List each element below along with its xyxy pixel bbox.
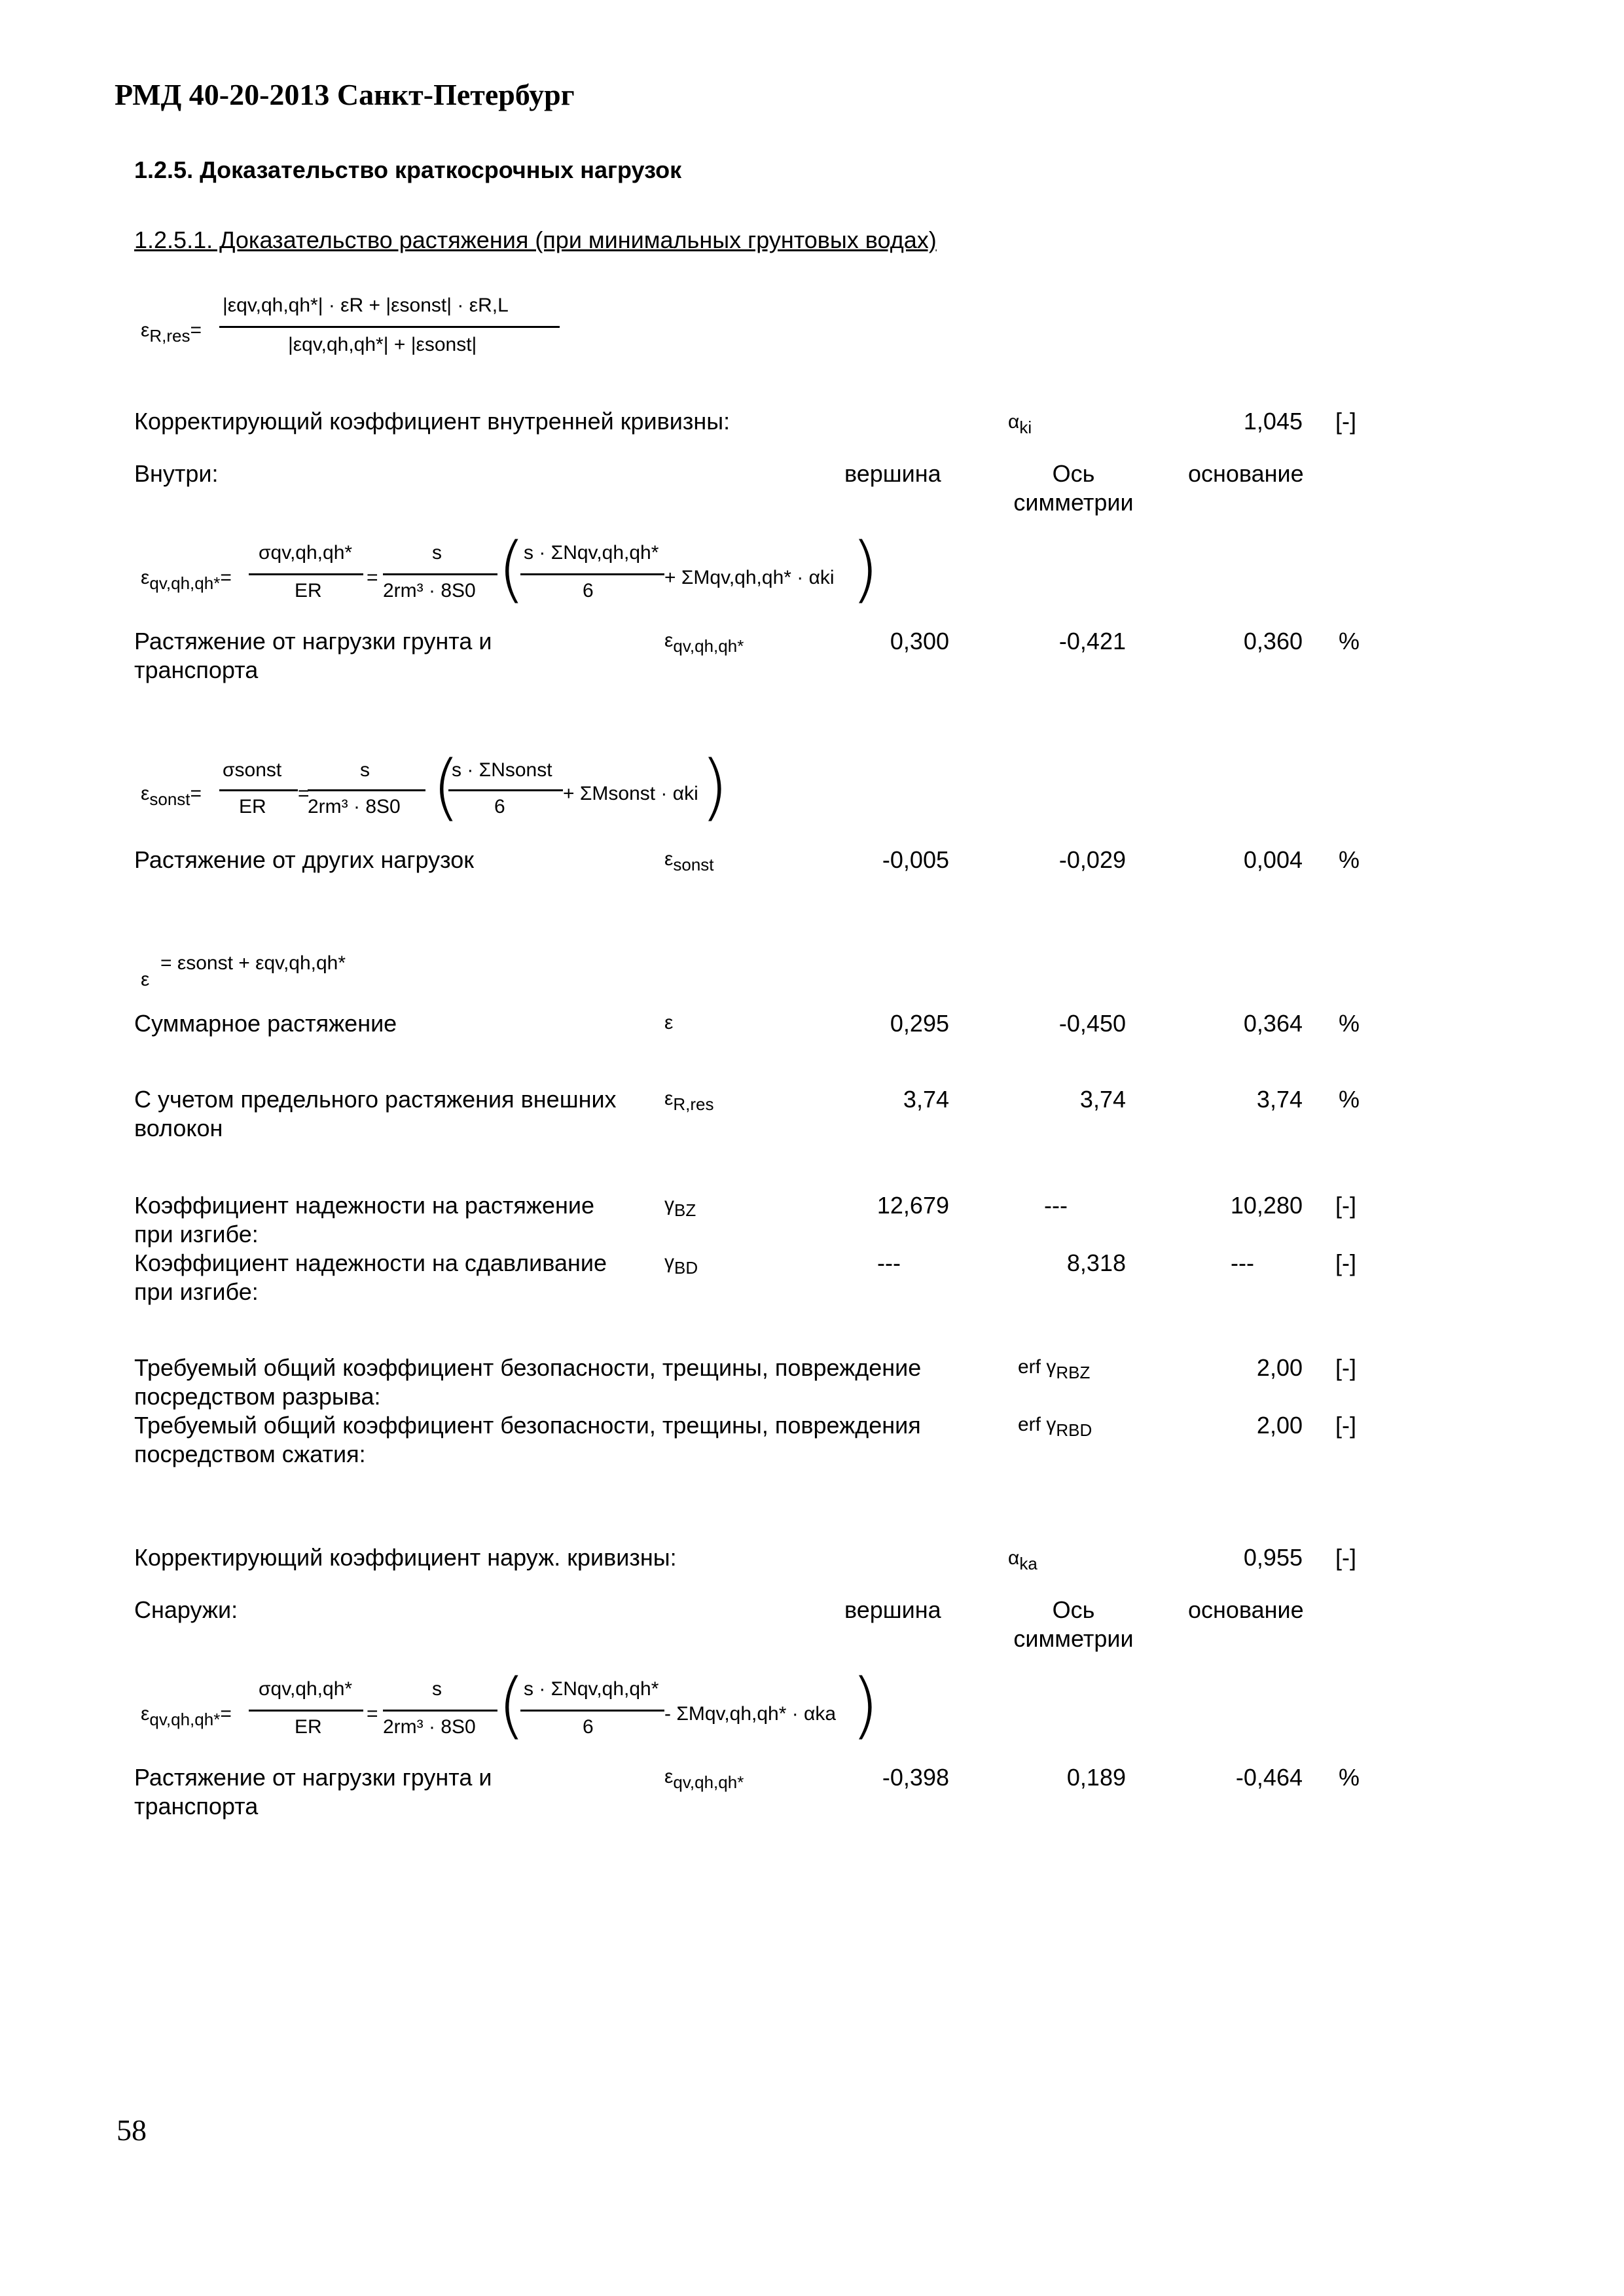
inner-label: Внутри: bbox=[134, 460, 219, 487]
outer-label: Снаружи: bbox=[134, 1596, 238, 1623]
column-header-vertex: вершина bbox=[844, 460, 941, 487]
column-header-base: основание bbox=[1188, 460, 1304, 487]
inner-coef-unit: [-] bbox=[1335, 408, 1356, 435]
outer-coef-unit: [-] bbox=[1335, 1544, 1356, 1571]
outer-coef-symbol: $\alpha_{ka}$ bbox=[1008, 1547, 1038, 1573]
column-header-axis: Ось симметрии bbox=[1013, 1596, 1134, 1652]
formula-r-res-denominator: |εqv,qh,qh*| + |εsonst| bbox=[288, 334, 477, 355]
section-title: 1.2.5. Доказательство краткосрочных нагрузок bbox=[134, 156, 682, 183]
column-header-base: основание bbox=[1188, 1596, 1304, 1623]
inner-coef-value: 1,045 bbox=[1243, 408, 1303, 435]
page-number: 58 bbox=[117, 2113, 147, 2147]
inner-coef-symbol: $\alpha_{ki}$ bbox=[1008, 411, 1032, 437]
column-header-axis: Ось симметрии bbox=[1013, 460, 1134, 516]
outer-coef-label: Корректирующий коэффициент наруж. кривизны: bbox=[134, 1544, 677, 1571]
formula-r-res-numerator: |εqv,qh,qh*| · εR + |εsonst| · εR,L bbox=[223, 295, 509, 316]
outer-coef-value: 0,955 bbox=[1243, 1544, 1303, 1571]
fraction-line bbox=[219, 326, 560, 328]
inner-coef-label: Корректирующий коэффициент внутренней кривизны: bbox=[134, 408, 731, 435]
document-header: РМД 40-20-2013 Санкт-Петербург bbox=[115, 78, 575, 111]
subsection-title: 1.2.5.1. Доказательство растяжения (при минимальных грунтовых водах) bbox=[134, 226, 937, 253]
column-header-vertex: вершина bbox=[844, 1596, 941, 1623]
